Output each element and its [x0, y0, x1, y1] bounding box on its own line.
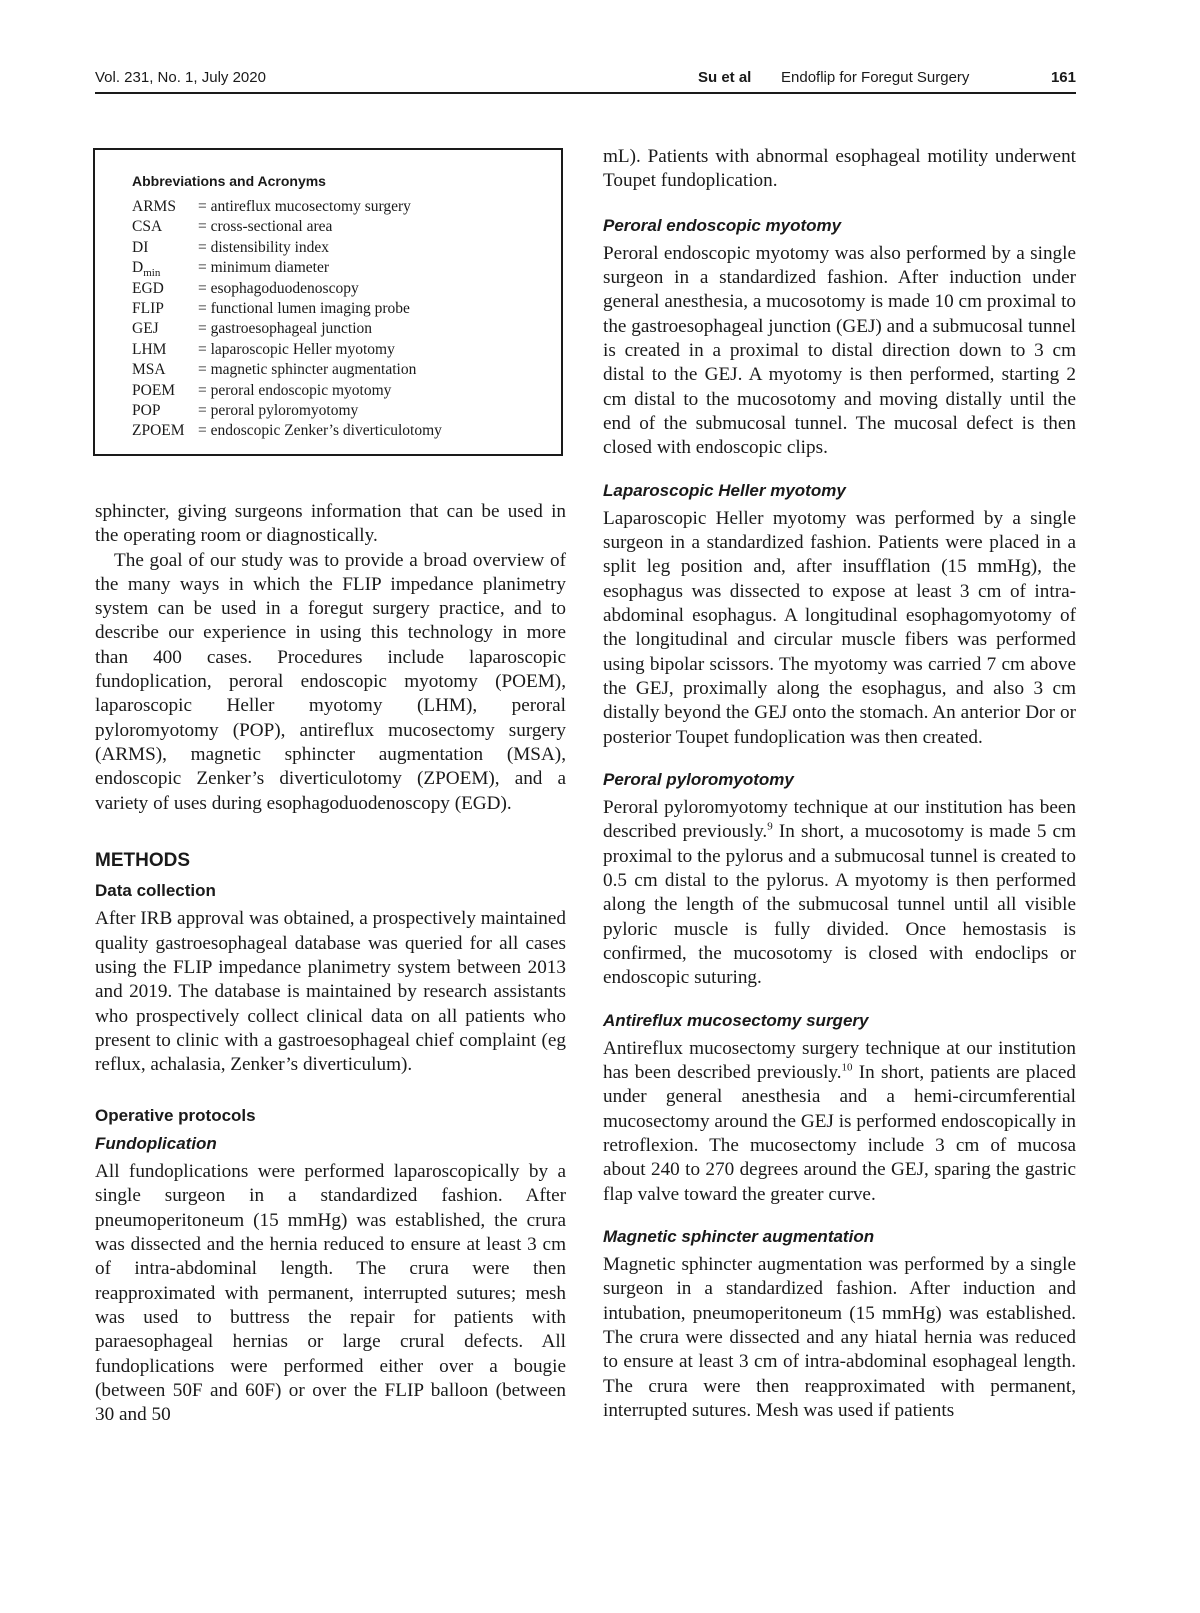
abbreviation-row [132, 381, 552, 401]
abbreviation-row [132, 360, 552, 380]
data-collection-heading: Data collection [95, 881, 216, 901]
abbreviations-list [132, 197, 552, 442]
abbreviation-definition: = magnetic sphincter augmentation [198, 361, 417, 379]
running-header [95, 66, 1076, 94]
abbreviation-row [132, 197, 552, 217]
arms-text-end: In short, patients are placed under general anesthesia and a hemi-circumferential mucosectomy around the GEJ is performed endoscopically in retroflexion. The mucosectomy include 3 cm of mucosa about 240 to 270 degrees around the GEJ, sparing the gastric flap valve toward the greater curve. [603, 1062, 1076, 1205]
abbreviation-definition: = peroral endoscopic myotomy [198, 381, 392, 399]
abbreviation-term: EGD [132, 279, 164, 297]
pop-text-end: In short, a mucosotomy is made 5 cm proximal to the pylorus and a submucosal tunnel is created to 0.5 cm distal to the pylorus. A myotomy is then performed along the length of the submucosal tunnel until all visible pyloric muscle is fully divided. Once hemostasis is confirmed, the mucosotomy is closed with endoclips or endoscopic suturing. [603, 821, 1076, 989]
abbreviation-definition: = gastroesophageal junction [198, 320, 373, 338]
pop-reference[interactable]: 9 [767, 821, 773, 834]
fundoplication-paragraph: All fundoplications were performed laparoscopically by a single surgeon in a standardized fashion. After pneumoperitoneum (15 mmHg) was established, the crura was dissected and the hernia reduced to ensure at least 3 cm of intra-abdominal length. The crura were then reapproximated with permanent, interrupted sutures; mesh was used to buttress the repair for patients with paraesophageal hernias or large crural defects. All fundoplications were performed either over a bougie (between 50F and 60F) or over the FLIP balloon (between 30 and 50 [95, 1161, 566, 1426]
abbreviation-definition: = functional lumen imaging probe [198, 299, 410, 317]
lhm-paragraph: Laparoscopic Heller myotomy was performed by a single surgeon in a standardized fashion. Patients were placed in a split leg position and, after insufflation (15 mmHg), the esophagus was dissected to expose at least 3 cm of intra-abdominal esophagus. A longitudinal esophagomyotomy of the longitudinal and circular muscle fibers was performed using bipolar scissors. The myotomy was carried 7 cm above the GEJ, proximally along the esophagus, and also 3 cm distally beyond the GEJ onto the stomach. An anterior Dor or posterior Toupet fundoplication was then created. [603, 507, 1076, 748]
abbreviation-definition: = cross-sectional area [198, 218, 333, 236]
abbreviation-definition: = antireflux mucosectomy surgery [198, 198, 411, 215]
data-collection-paragraph: After IRB approval was obtained, a prospectively maintained quality gastroesophageal database was queried for all cases using the FLIP impedance planimetry system between 2013 and 2019. The database is maintained by research assistants who prospectively collect clinical data on all patients who present to clinic with a gastroesophageal chief complaint (eg reflux, achalasia, Zenker’s diverticulum). [95, 908, 567, 1076]
abbreviation-term: $D_{min}$ [132, 259, 161, 280]
abbreviation-term: GEJ [132, 320, 159, 338]
abbreviation-row [132, 299, 552, 319]
methods-heading: METHODS [95, 849, 190, 871]
left-column [95, 500, 566, 1427]
arms-heading: Antireflux mucosectomy surgery [603, 1010, 869, 1030]
pop-heading: Peroral pyloromyotomy [603, 769, 794, 789]
msa-heading: Magnetic sphincter augmentation [603, 1226, 875, 1246]
abbreviation-row [132, 340, 552, 360]
abbreviation-term: ARMS [132, 198, 176, 215]
arms-paragraph [603, 1037, 1076, 1207]
abbreviation-row [132, 258, 552, 278]
journal-citation: Vol. 231, No. 1, July 2020 [95, 69, 266, 86]
page-number: 161 [1050, 69, 1076, 86]
intro-paragraph-continued: sphincter, giving surgeons information that can be used in the operating room or diagnostically. [95, 501, 566, 547]
poem-heading: Peroral endoscopic myotomy [603, 215, 842, 235]
abbreviation-row [132, 217, 552, 237]
abbreviation-term: LHM [132, 340, 167, 358]
arms-reference[interactable]: 10 [841, 1061, 853, 1074]
abbreviation-term: POEM [132, 381, 176, 399]
pop-paragraph [603, 796, 1076, 990]
abbreviation-row [132, 319, 552, 339]
abbreviation-term: FLIP [132, 299, 164, 317]
right-column [603, 145, 1076, 1423]
fundoplication-continued-paragraph: mL). Patients with abnormal esophageal motility underwent Toupet fundoplication. [603, 146, 1076, 192]
abbreviations-title: Abbreviations and Acronyms [132, 173, 326, 189]
intro-paragraph-goal: The goal of our study was to provide a broad overview of the many ways in which the FLIP impedance planimetry system can be used in a foregut surgery practice, and to describe our experience in using this technology in more than 400 cases. Procedures include laparoscopic fundoplication, peroral endoscopic myotomy (POEM), laparoscopic Heller myotomy (LHM), peroral pyloromyotomy (POP), antireflux mucosectomy surgery (ARMS), magnetic sphincter augmentation (MSA), endoscopic Zenker’s diverticulotomy (ZPOEM), and a variety of uses during esophagoduodenoscopy (EGD). [95, 549, 566, 814]
abbreviation-term: ZPOEM [132, 422, 185, 440]
poem-paragraph: Peroral endoscopic myotomy was also performed by a single surgeon in a standardized fashion. After induction under general anesthesia, a mucosotomy is made 10 cm proximal to the gastroesophageal junction (GEJ) and a submucosal tunnel is created in a proximal to distal direction down to 3 cm distal to the GEJ. A myotomy is then performed, starting 2 cm distal to the mucosotomy and moving distally until the end of the submucosal tunnel. The mucosal defect is then closed with endoscopic clips. [603, 242, 1076, 459]
lhm-heading: Laparoscopic Heller myotomy [603, 480, 846, 500]
abbreviation-row [132, 279, 552, 299]
abbreviation-definition: = laparoscopic Heller myotomy [198, 340, 395, 358]
abbreviation-row [132, 238, 552, 258]
abbreviation-term: DI [132, 238, 149, 256]
abbreviation-term: MSA [132, 361, 166, 379]
abbreviation-row [132, 421, 552, 441]
abbreviation-definition: = peroral pyloromyotomy [198, 401, 359, 419]
running-authors: Su et al [698, 69, 752, 86]
abbreviation-definition: = minimum diameter [198, 259, 329, 277]
pop-text-start: Peroral pyloromyotomy technique at our institution has been described previously. [603, 797, 1076, 843]
abbreviations-box [93, 148, 563, 456]
abbreviation-definition: = esophagoduodenoscopy [198, 279, 359, 297]
operative-protocols-heading: Operative protocols [95, 1105, 256, 1125]
msa-paragraph: Magnetic sphincter augmentation was performed by a single surgeon in a standardized fashion. After induction and intubation, pneumoperitoneum (15 mmHg) was established. The crura were dissected and any hiatal hernia was reduced to ensure at least 3 cm of intra-abdominal esophageal length. The crura were then reapproximated with permanent, interrupted sutures. Mesh was used if patients [603, 1254, 1076, 1421]
fundoplication-heading: Fundoplication [95, 1133, 217, 1153]
abbreviation-definition: = endoscopic Zenker’s diverticulotomy [198, 422, 442, 440]
abbreviation-definition: = distensibility index [198, 238, 330, 256]
abbreviation-term: POP [132, 401, 161, 419]
running-title: Endoflip for Foregut Surgery [781, 69, 970, 86]
abbreviation-term: CSA [132, 218, 163, 236]
arms-text-start: Antireflux mucosectomy surgery technique at our institution has been described previously. [603, 1037, 1076, 1084]
abbreviation-row [132, 401, 552, 421]
